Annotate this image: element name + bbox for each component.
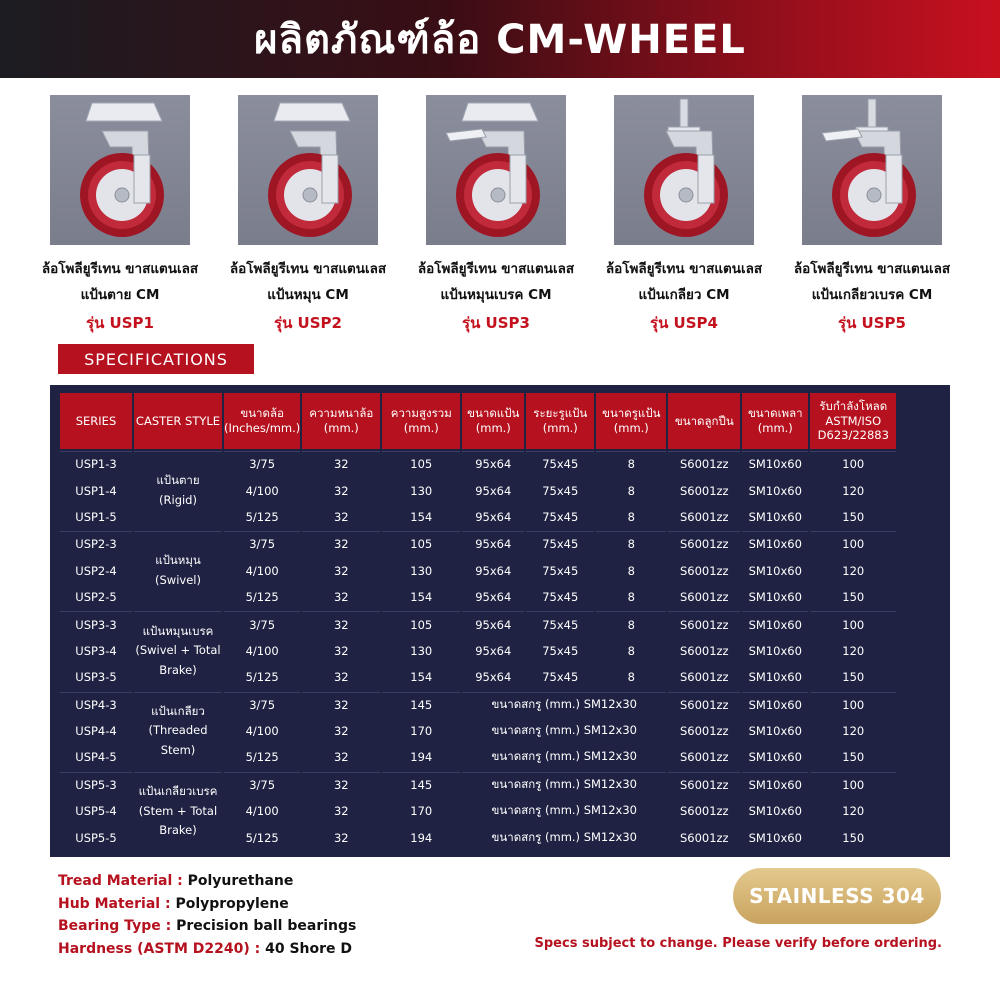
spec-cell: 100 [810, 611, 896, 636]
spec-cell: 8 [596, 611, 666, 636]
table-body [60, 451, 896, 850]
spec-cell: 32 [302, 665, 380, 689]
spec-cell: 32 [302, 745, 380, 769]
spec-cell: 3/75 [224, 451, 300, 476]
caster-style-cell [134, 611, 222, 689]
table-row [60, 451, 896, 476]
spec-cell: 4/100 [224, 799, 300, 823]
product-mount-type: แป้นหมุนเบรค CM [440, 287, 552, 303]
spec-cell: S6001zz [668, 825, 740, 849]
caster-wheel-image [238, 95, 378, 245]
caster-style-line: (Rigid) [159, 492, 197, 507]
spec-cell: 105 [382, 531, 460, 556]
product-mount-type: แป้นเกลียวเบรค CM [811, 287, 933, 303]
material-value: Precision ball bearings [176, 918, 357, 934]
spec-cell: 8 [596, 478, 666, 502]
table-row [60, 692, 896, 717]
spec-cell: 75x45 [526, 451, 594, 476]
product-card [229, 95, 387, 335]
spec-cell: 75x45 [526, 585, 594, 609]
product-mount-type: แป้นตาย CM [80, 287, 160, 303]
spec-cell: 8 [596, 639, 666, 663]
spec-cell: 150 [810, 745, 896, 769]
material-row [58, 938, 356, 961]
product-description: ล้อโพลียูรีเทน ขาสแตนเลส [229, 261, 387, 277]
spec-cell: 75x45 [526, 611, 594, 636]
series-cell: USP4-5 [60, 745, 132, 769]
spec-cell: SM10x60 [742, 639, 808, 663]
spec-cell: 150 [810, 825, 896, 849]
series-cell: USP5-4 [60, 799, 132, 823]
spec-cell: 32 [302, 719, 380, 743]
series-cell: USP1-4 [60, 478, 132, 502]
spec-cell: 5/125 [224, 665, 300, 689]
column-header [526, 393, 594, 449]
spec-cell: 8 [596, 505, 666, 529]
column-header [462, 393, 524, 449]
caster-style-line: แป้นเกลียวเบรค [138, 783, 218, 798]
spec-cell: 145 [382, 772, 460, 797]
column-header-line: CASTER STYLE [135, 413, 221, 428]
product-card [793, 95, 951, 335]
caster-style-line: Brake) [159, 662, 197, 677]
screw-size-cell: ขนาดสกรู (mm.) SM12x30 [462, 692, 666, 717]
spec-cell: 5/125 [224, 745, 300, 769]
column-header [742, 393, 808, 449]
spec-cell: 194 [382, 825, 460, 849]
spec-cell: S6001zz [668, 559, 740, 583]
product-mount-type: แป้นหมุน CM [267, 287, 349, 303]
spec-cell: SM10x60 [742, 825, 808, 849]
series-cell: USP2-4 [60, 559, 132, 583]
spec-cell: SM10x60 [742, 611, 808, 636]
spec-cell: 154 [382, 505, 460, 529]
column-header [302, 393, 380, 449]
column-header-line: (mm.) [323, 421, 359, 435]
spec-cell: 120 [810, 559, 896, 583]
spec-cell: 95x64 [462, 611, 524, 636]
spec-cell: S6001zz [668, 611, 740, 636]
column-header [60, 393, 132, 449]
spec-cell: S6001zz [668, 478, 740, 502]
spec-cell: 75x45 [526, 505, 594, 529]
column-header [596, 393, 666, 449]
spec-cell: 95x64 [462, 585, 524, 609]
screw-size-cell: ขนาดสกรู (mm.) SM12x30 [462, 719, 666, 743]
spec-cell: 105 [382, 451, 460, 476]
column-header-line: ขนาดแป้น [467, 406, 520, 421]
material-row [58, 915, 356, 938]
product-gallery [41, 95, 962, 332]
spec-cell: 8 [596, 665, 666, 689]
spec-cell: 4/100 [224, 639, 300, 663]
spec-cell: 32 [302, 692, 380, 717]
table-row [60, 531, 896, 556]
series-cell: USP5-5 [60, 825, 132, 849]
spec-cell: SM10x60 [742, 559, 808, 583]
spec-cell: 170 [382, 799, 460, 823]
spec-cell: SM10x60 [742, 451, 808, 476]
caster-style-line: (Swivel + Total [135, 643, 221, 658]
screw-size-cell: ขนาดสกรู (mm.) SM12x30 [462, 825, 666, 849]
spec-cell: SM10x60 [742, 505, 808, 529]
material-value: 40 Shore D [265, 940, 353, 957]
series-cell: USP2-5 [60, 585, 132, 609]
spec-cell: 32 [302, 531, 380, 556]
caster-wheel-image [802, 95, 942, 245]
spec-cell: 4/100 [224, 559, 300, 583]
spec-cell: 75x45 [526, 559, 594, 583]
screw-size-cell: ขนาดสกรู (mm.) SM12x30 [462, 799, 666, 823]
column-header-line: ขนาดเพลา [747, 406, 803, 421]
column-header-line: (mm.) [613, 421, 649, 435]
product-card [41, 95, 199, 335]
spec-cell: 75x45 [526, 478, 594, 502]
column-header [668, 393, 740, 449]
caster-style-cell [134, 772, 222, 850]
disclaimer-note: Specs subject to change. Please verify before ordering. [534, 936, 942, 951]
column-header-line: D623/22883 [817, 428, 889, 443]
spec-cell: 105 [382, 611, 460, 636]
product-description: ล้อโพลียูรีเทน ขาสแตนเลส [417, 261, 575, 277]
caster-style-line: Brake) [159, 823, 197, 838]
series-cell: USP4-3 [60, 692, 132, 717]
caster-style-line: แป้นหมุน [155, 553, 201, 568]
spec-cell: SM10x60 [742, 478, 808, 502]
spec-cell: 32 [302, 825, 380, 849]
spec-cell: 145 [382, 692, 460, 717]
spec-cell: 95x64 [462, 639, 524, 663]
spec-cell: 75x45 [526, 665, 594, 689]
spec-cell: 120 [810, 478, 896, 502]
spec-cell: 130 [382, 478, 460, 502]
spec-cell: 3/75 [224, 531, 300, 556]
spec-table-panel [50, 385, 950, 857]
column-header [810, 393, 896, 449]
spec-cell: 95x64 [462, 531, 524, 556]
product-mount-type: แป้นเกลียว CM [638, 287, 730, 303]
spec-cell: 150 [810, 665, 896, 689]
spec-cell: 100 [810, 451, 896, 476]
spec-cell: 5/125 [224, 825, 300, 849]
spec-cell: S6001zz [668, 799, 740, 823]
spec-cell: S6001zz [668, 585, 740, 609]
spec-cell: 3/75 [224, 692, 300, 717]
series-cell: USP1-5 [60, 505, 132, 529]
series-cell: USP3-5 [60, 665, 132, 689]
material-label: Tread Material : [58, 873, 188, 889]
spec-cell: S6001zz [668, 531, 740, 556]
spec-cell: 130 [382, 639, 460, 663]
spec-cell: 32 [302, 611, 380, 636]
column-header [224, 393, 300, 449]
column-header-line: (mm.) [757, 421, 793, 435]
spec-cell: 154 [382, 585, 460, 609]
spec-table [58, 391, 898, 852]
specifications-label: SPECIFICATIONS [58, 344, 254, 374]
material-row [58, 870, 356, 893]
page-title: ผลิตภัณฑ์ล้อ CM-WHEEL [254, 17, 746, 63]
spec-cell: 130 [382, 559, 460, 583]
material-label: Hardness (ASTM D2240) : [58, 940, 266, 957]
spec-cell: S6001zz [668, 745, 740, 769]
spec-cell: 100 [810, 531, 896, 556]
spec-cell: SM10x60 [742, 799, 808, 823]
series-cell: USP2-3 [60, 531, 132, 556]
stainless-badge: STAINLESS 304 [733, 868, 941, 924]
caster-style-line: แป้นหมุนเบรค [142, 623, 214, 638]
caster-style-line: (Threaded [148, 723, 208, 738]
product-model: รุ่น USP1 [86, 314, 154, 332]
column-header-line: (mm.) [542, 421, 578, 435]
column-header-line: ขนาดรูแป้น [602, 406, 661, 421]
spec-cell: 150 [810, 505, 896, 529]
material-row [58, 893, 356, 916]
screw-size-cell: ขนาดสกรู (mm.) SM12x30 [462, 772, 666, 797]
spec-cell: S6001zz [668, 451, 740, 476]
spec-cell: 5/125 [224, 505, 300, 529]
column-header-line: ASTM/ISO [825, 413, 882, 428]
spec-cell: 170 [382, 719, 460, 743]
caster-style-line: แป้นตาย [156, 473, 200, 488]
column-header-line: (mm.) [475, 421, 511, 435]
product-description: ล้อโพลียูรีเทน ขาสแตนเลส [41, 261, 199, 277]
spec-cell: 95x64 [462, 505, 524, 529]
column-header-line: (mm.) [403, 421, 439, 435]
spec-cell: 8 [596, 559, 666, 583]
spec-cell: 95x64 [462, 451, 524, 476]
spec-cell: 32 [302, 639, 380, 663]
table-row [60, 772, 896, 797]
table-header-row [60, 393, 896, 449]
column-header-line: รับกำลังโหลด [819, 398, 888, 413]
series-cell: USP3-4 [60, 639, 132, 663]
spec-cell: 32 [302, 559, 380, 583]
spec-cell: 75x45 [526, 531, 594, 556]
series-cell: USP4-4 [60, 719, 132, 743]
spec-cell: 8 [596, 585, 666, 609]
spec-cell: 150 [810, 585, 896, 609]
product-model: รุ่น USP2 [274, 314, 342, 332]
spec-cell: SM10x60 [742, 745, 808, 769]
spec-cell: 3/75 [224, 772, 300, 797]
spec-cell: S6001zz [668, 692, 740, 717]
column-header-line: SERIES [75, 413, 117, 428]
material-label: Bearing Type : [58, 918, 177, 934]
spec-cell: 32 [302, 585, 380, 609]
spec-cell: 32 [302, 451, 380, 476]
column-header [382, 393, 460, 449]
caster-wheel-image [426, 95, 566, 245]
column-header [134, 393, 222, 449]
spec-cell: 120 [810, 639, 896, 663]
spec-cell: S6001zz [668, 639, 740, 663]
caster-style-line: Stem) [160, 742, 196, 757]
caster-style-cell [134, 692, 222, 770]
material-value: Polyurethane [187, 873, 294, 889]
spec-cell: SM10x60 [742, 719, 808, 743]
product-description: ล้อโพลียูรีเทน ขาสแตนเลส [605, 261, 763, 277]
caster-style-line: แป้นเกลียว [151, 703, 205, 718]
spec-cell: 8 [596, 531, 666, 556]
table-row [60, 611, 896, 636]
spec-cell: SM10x60 [742, 692, 808, 717]
series-cell: USP1-3 [60, 451, 132, 476]
spec-cell: SM10x60 [742, 665, 808, 689]
series-cell: USP3-3 [60, 611, 132, 636]
spec-cell: SM10x60 [742, 531, 808, 556]
column-header-line: ความหนาล้อ [309, 406, 374, 421]
screw-size-cell: ขนาดสกรู (mm.) SM12x30 [462, 745, 666, 769]
caster-wheel-image [50, 95, 190, 245]
spec-cell: 194 [382, 745, 460, 769]
spec-cell: 4/100 [224, 478, 300, 502]
column-header-line: ขนาดล้อ [240, 406, 284, 421]
spec-cell: 32 [302, 772, 380, 797]
product-card [605, 95, 763, 335]
column-header-line: ความสูงรวม [390, 406, 452, 421]
spec-cell: 32 [302, 478, 380, 502]
spec-cell: 32 [302, 799, 380, 823]
spec-cell: 154 [382, 665, 460, 689]
spec-cell: 8 [596, 451, 666, 476]
material-value: Polypropylene [175, 895, 289, 912]
spec-cell: 95x64 [462, 559, 524, 583]
product-description: ล้อโพลียูรีเทน ขาสแตนเลส [793, 261, 951, 277]
spec-cell: 32 [302, 505, 380, 529]
spec-cell: 95x64 [462, 665, 524, 689]
product-model: รุ่น USP5 [838, 314, 906, 332]
spec-cell: S6001zz [668, 772, 740, 797]
column-header-line: ขนาดลูกปืน [674, 413, 734, 428]
spec-cell: 95x64 [462, 478, 524, 502]
series-cell: USP5-3 [60, 772, 132, 797]
product-model: รุ่น USP3 [462, 314, 530, 332]
caster-style-line: (Stem + Total [138, 803, 218, 818]
spec-cell: S6001zz [668, 665, 740, 689]
material-label: Hub Material : [58, 895, 176, 912]
spec-cell: 3/75 [224, 611, 300, 636]
spec-cell: 100 [810, 692, 896, 717]
caster-style-cell [134, 531, 222, 609]
spec-cell: SM10x60 [742, 772, 808, 797]
caster-style-cell [134, 451, 222, 529]
caster-wheel-image [614, 95, 754, 245]
spec-cell: 5/125 [224, 585, 300, 609]
spec-cell: 120 [810, 719, 896, 743]
product-model: รุ่น USP4 [650, 314, 718, 332]
spec-cell: 120 [810, 799, 896, 823]
spec-cell: 75x45 [526, 639, 594, 663]
spec-cell: SM10x60 [742, 585, 808, 609]
column-header-line: ระยะรูแป้น [533, 406, 588, 421]
materials-list [58, 870, 356, 960]
column-header-line: (Inches/mm.) [224, 421, 301, 435]
spec-cell: 4/100 [224, 719, 300, 743]
header-banner [0, 0, 1000, 78]
caster-style-line: (Swivel) [155, 572, 201, 587]
spec-cell: S6001zz [668, 505, 740, 529]
product-card [417, 95, 575, 335]
spec-cell: 100 [810, 772, 896, 797]
spec-cell: S6001zz [668, 719, 740, 743]
